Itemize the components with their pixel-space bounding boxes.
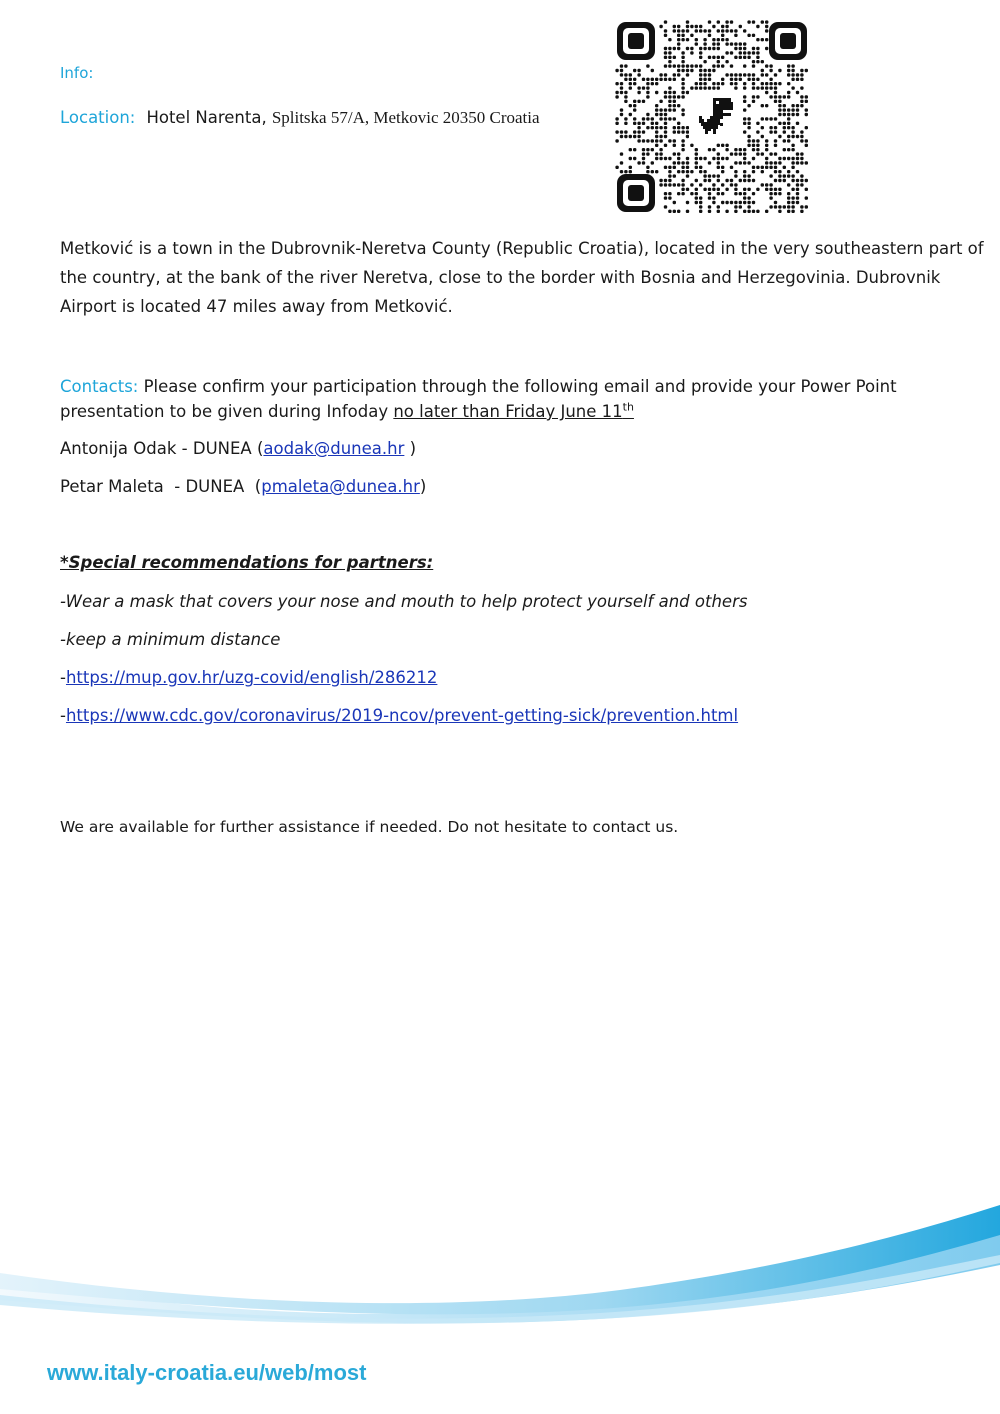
recommendation-mask: -Wear a mask that covers your nose and mouth to help protect yourself and others (60, 592, 748, 611)
contact-person-2-name: Petar Maleta - DUNEA ( (60, 477, 262, 496)
contact-person-1 (60, 439, 416, 458)
contact-person-2 (60, 477, 426, 496)
deadline-text: no later than Friday June 11 (393, 402, 623, 421)
recommendations-title: *Special recommendations for partners: (60, 553, 434, 572)
info-label: Info: (60, 64, 94, 82)
contact-person-2-close: ) (419, 477, 427, 496)
contacts-label: Contacts: (60, 377, 139, 396)
contacts-paragraph (60, 374, 960, 424)
closing-text: We are available for further assistance if needed. Do not hesitate to contact us. (60, 818, 679, 836)
contact-email-1-link[interactable]: aodak@dunea.hr (263, 439, 405, 458)
qr-finder-bottom-left (617, 174, 655, 212)
qr-finder-top-right (769, 22, 807, 60)
location-label: Location: (60, 108, 136, 127)
recommendation-link-2 (60, 706, 738, 725)
contacts-deadline (393, 402, 634, 421)
qr-code-icon (615, 20, 809, 214)
dinosaur-icon (689, 92, 737, 140)
mup-covid-link[interactable]: https://mup.gov.hr/uzg-covid/english/286212 (65, 668, 438, 687)
qr-finder-top-left (617, 22, 655, 60)
contacts-text: Please confirm your participation through the following email and provide your Power Point presentation to be given during Infoday (60, 377, 897, 421)
recommendation-distance: -keep a minimum distance (60, 630, 281, 649)
location-line (60, 108, 540, 128)
deadline-suffix: th (622, 400, 634, 414)
wave-decoration (0, 1205, 1000, 1330)
recommendation-link-1 (60, 668, 437, 687)
link-2-dash: - (60, 706, 66, 725)
location-address: Splitska 57/A, Metkovic 20350 Croatia (271, 108, 540, 127)
link-1-dash: - (60, 668, 66, 687)
footer-website-url: www.italy-croatia.eu/web/most (47, 1360, 367, 1385)
description-paragraph: Metković is a town in the Dubrovnik-Neretva County (Republic Croatia), located in the very southeastern part of the country, at the bank of the river Neretva, close to the border with Bosnia and Herzegovinia. Dubrovnik Airport is located 47 miles away from Metković. (60, 239, 984, 316)
cdc-prevention-link[interactable]: https://www.cdc.gov/coronavirus/2019-ncov/prevent-getting-sick/prevention.html (65, 706, 739, 725)
location-name: Hotel Narenta, (146, 108, 267, 127)
contact-person-1-close: ) (404, 439, 417, 458)
contact-email-2-link[interactable]: pmaleta@dunea.hr (261, 477, 420, 496)
contact-person-1-name: Antonija Odak - DUNEA ( (60, 439, 264, 458)
